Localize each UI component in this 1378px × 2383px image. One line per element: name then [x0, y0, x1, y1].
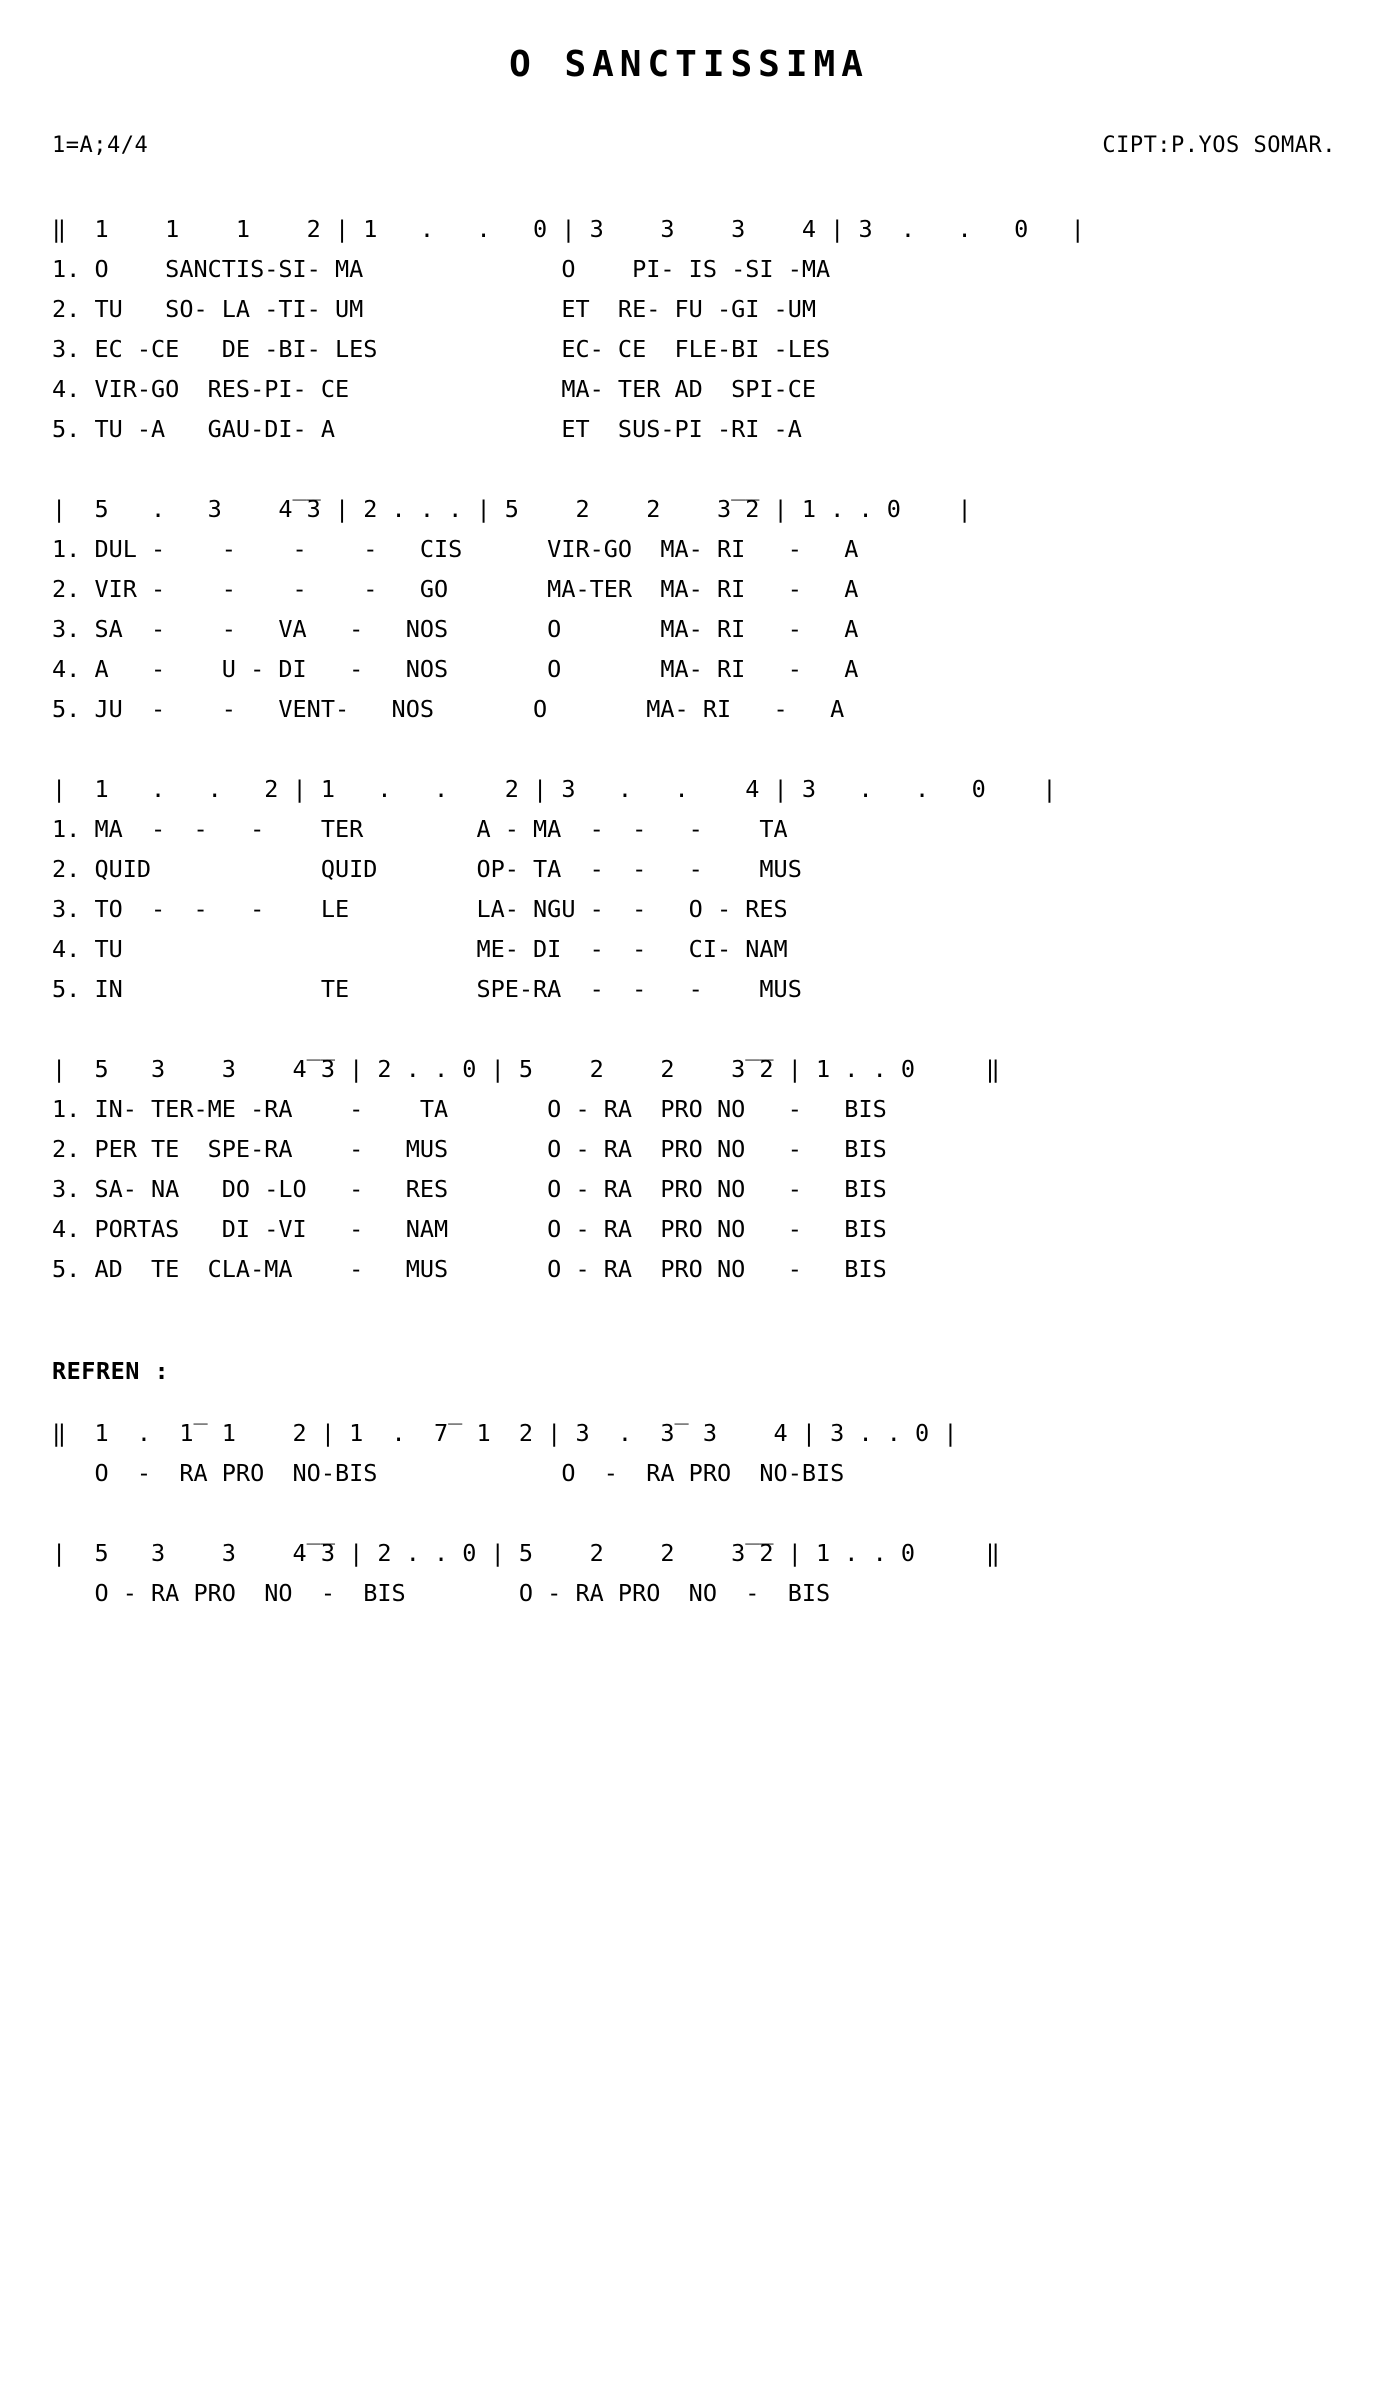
refren-notation-line-1: ‖ 1 . 1̅ 1 2 | 1 . 7̅ 1 2 | 3 . 3̅ 3 4 | 3 . . 0 |	[52, 1419, 958, 1447]
section-gap-1	[52, 449, 1338, 489]
refren-gap-inner	[52, 1391, 1338, 1413]
refren-lyric-line-1: O - RA PRO NO-BIS O - RA PRO NO-BIS	[52, 1459, 845, 1487]
lyric-line-3-1: 1. MA - - - TER A - MA - - - TA	[52, 815, 788, 843]
lyric-line-4-4: 4. PORTAS DI -VI - NAM O - RA PRO NO - BIS	[52, 1215, 887, 1243]
lyric-line-2-4: 4. A - U - DI - NOS O MA- RI - A	[52, 655, 859, 683]
notation-line-4: | 5 3 3 4̅ ̅3 | 2 . . 0 | 5 2 2 3̅ ̅2 | 1 . . 0 ‖	[52, 1055, 1000, 1083]
refren-gap-top-2	[52, 1329, 1338, 1351]
lyric-line-1-5: 5. TU -A GAU-DI- A ET SUS-PI -RI -A	[52, 415, 802, 443]
lyric-line-1-3: 3. EC -CE DE -BI- LES EC- CE FLE-BI -LES	[52, 335, 831, 363]
lyric-line-3-3: 3. TO - - - LE LA- NGU - - O - RES	[52, 895, 788, 923]
page-title: O SANCTISSIMA	[509, 44, 869, 85]
lyric-line-3-4: 4. TU ME- DI - - CI- NAM	[52, 935, 788, 963]
lyric-line-3-5: 5. IN TE SPE-RA - - - MUS	[52, 975, 802, 1003]
refren-gap-mid	[52, 1493, 1338, 1533]
lyric-line-4-1: 1. IN- TER-ME -RA - TA O - RA PRO NO - BIS	[52, 1095, 887, 1123]
lyric-line-4-2: 2. PER TE SPE-RA - MUS O - RA PRO NO - BIS	[52, 1135, 887, 1163]
refren-label: REFREN :	[52, 1357, 170, 1385]
refren-notation-line-2: | 5 3 3 4̅ ̅3 | 2 . . 0 | 5 2 2 3̅ ̅2 | 1 . . 0 ‖	[52, 1539, 1000, 1567]
lyric-line-2-3: 3. SA - - VA - NOS O MA- RI - A	[52, 615, 859, 643]
notation-line-3: | 1 . . 2 | 1 . . 2 | 3 . . 4 | 3 . . 0 |	[52, 775, 1057, 803]
composer-credit: CIPT:P.YOS SOMAR.	[1102, 133, 1336, 158]
refren-gap-top	[52, 1289, 1338, 1329]
lyric-line-1-4: 4. VIR-GO RES-PI- CE MA- TER AD SPI-CE	[52, 375, 817, 403]
sheet-music-page	[0, 44, 1378, 2383]
lyric-line-1-2: 2. TU SO- LA -TI- UM ET RE- FU -GI -UM	[52, 295, 817, 323]
meta-row	[0, 133, 1378, 163]
music-content	[0, 209, 1378, 1613]
lyric-line-4-5: 5. AD TE CLA-MA - MUS O - RA PRO NO - BIS	[52, 1255, 887, 1283]
section-gap-3	[52, 1009, 1338, 1049]
refren-lyric-line-2: O - RA PRO NO - BIS O - RA PRO NO - BIS	[52, 1579, 831, 1607]
lyric-line-2-5: 5. JU - - VENT- NOS O MA- RI - A	[52, 695, 845, 723]
lyric-line-2-1: 1. DUL - - - - CIS VIR-GO MA- RI - A	[52, 535, 859, 563]
lyric-line-3-2: 2. QUID QUID OP- TA - - - MUS	[52, 855, 802, 883]
notation-line-1: ‖ 1 1 1 2 | 1 . . 0 | 3 3 3 4 | 3 . . 0 |	[52, 215, 1085, 243]
lyric-line-4-3: 3. SA- NA DO -LO - RES O - RA PRO NO - BIS	[52, 1175, 887, 1203]
lyric-line-1-1: 1. O SANCTIS-SI- MA O PI- IS -SI -MA	[52, 255, 831, 283]
section-gap-2	[52, 729, 1338, 769]
key-and-meter: 1=A;4/4	[52, 133, 149, 158]
notation-line-2: | 5 . 3 4̅ ̅3 | 2 . . . | 5 2 2 3̅ ̅2 | 1 . . 0 |	[52, 495, 972, 523]
lyric-line-2-2: 2. VIR - - - - GO MA-TER MA- RI - A	[52, 575, 859, 603]
